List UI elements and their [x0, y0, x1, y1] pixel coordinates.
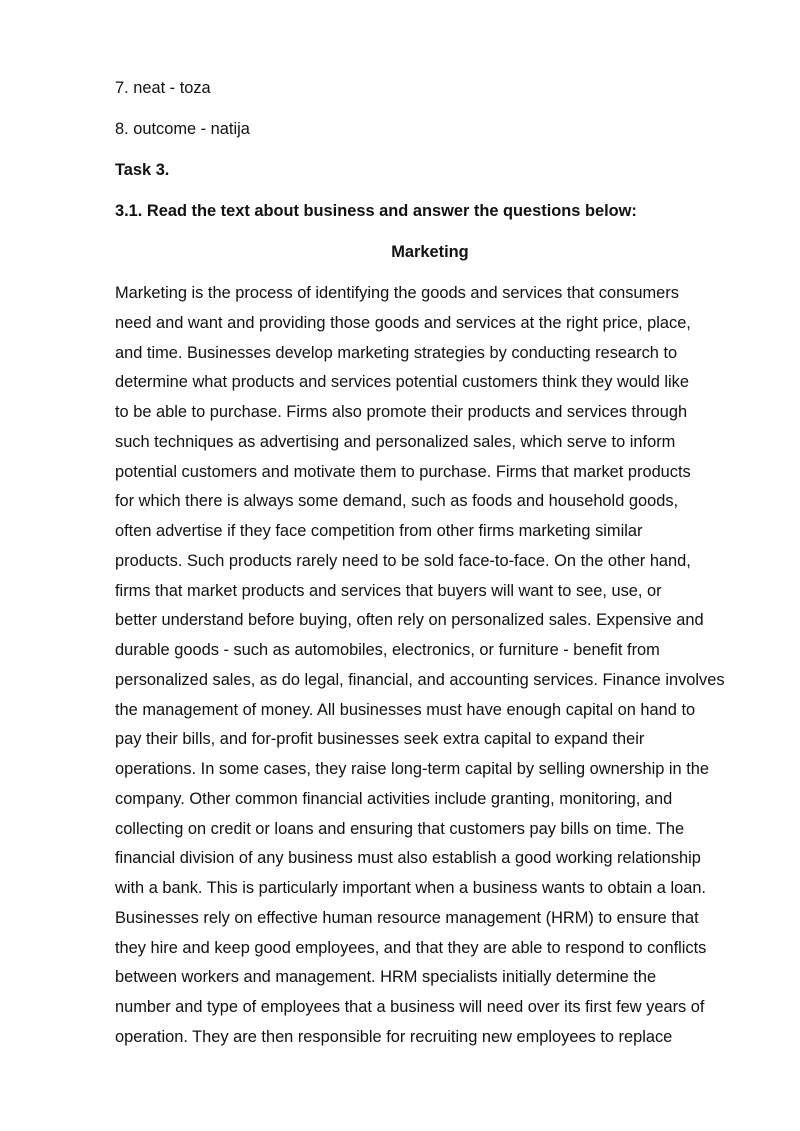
body-line: firms that market products and services that buyers will want to see, use, or	[115, 581, 662, 600]
body-line: potential customers and motivate them to purchase. Firms that market products	[115, 462, 691, 481]
body-line: the management of money. All businesses must have enough capital on hand to	[115, 700, 696, 719]
body-line: personalized sales, as do legal, financial, and accounting services. Finance involves	[115, 670, 725, 689]
body-line: determine what products and services potential customers think they would like	[115, 373, 689, 392]
body-line: operations. In some cases, they raise long-term capital by selling ownership in the	[115, 760, 710, 778]
body-line: often advertise if they face competition from other firms marketing similar	[115, 522, 643, 540]
body-line: Marketing is the process of identifying the goods and services that consumers	[115, 284, 679, 302]
body-line: need and want and providing those goods and services at the right price, place,	[115, 313, 691, 332]
task-instruction: 3.1. Read the text about business and answer the questions below:	[115, 202, 637, 220]
body-line: they hire and keep good employees, and that they are able to respond to conflicts	[115, 938, 707, 957]
body-line: pay their bills, and for-profit businesses seek extra capital to expand their	[115, 730, 645, 749]
body-line: and time. Businesses develop marketing strategies by conducting research to	[115, 343, 678, 362]
body-line: to be able to purchase. Firms also promote their products and services through	[115, 403, 688, 421]
body-line: Businesses rely on effective human resource management (HRM) to ensure that	[115, 908, 699, 927]
vocab-item-8: 8. outcome - natija	[115, 120, 250, 138]
article-body	[115, 279, 745, 1053]
body-line: operation. They are then responsible for recruiting new employees to replace	[115, 1027, 673, 1046]
body-line: for which there is always some demand, such as foods and household goods,	[115, 492, 679, 511]
body-line: collecting on credit or loans and ensuring that customers pay bills on time. The	[115, 819, 685, 838]
body-line: between workers and management. HRM specialists initially determine the	[115, 968, 657, 987]
vocab-item-7: 7. neat - toza	[115, 79, 211, 97]
body-line: products. Such products rarely need to be sold face-to-face. On the other hand,	[115, 551, 691, 570]
body-line: better understand before buying, often rely on personalized sales. Expensive and	[115, 611, 704, 630]
body-line: durable goods - such as automobiles, electronics, or furniture - benefit from	[115, 641, 660, 659]
task-heading: Task 3.	[115, 161, 170, 179]
page-content	[115, 75, 745, 1053]
body-line: with a bank. This is particularly important when a business wants to obtain a loan.	[115, 879, 706, 897]
body-line: financial division of any business must also establish a good working relationship	[115, 849, 701, 868]
article-title: Marketing	[391, 243, 469, 261]
body-line: company. Other common financial activities include granting, monitoring, and	[115, 789, 673, 808]
body-line: number and type of employees that a business will need over its first few years of	[115, 998, 705, 1016]
body-line: such techniques as advertising and personalized sales, which serve to inform	[115, 432, 676, 451]
